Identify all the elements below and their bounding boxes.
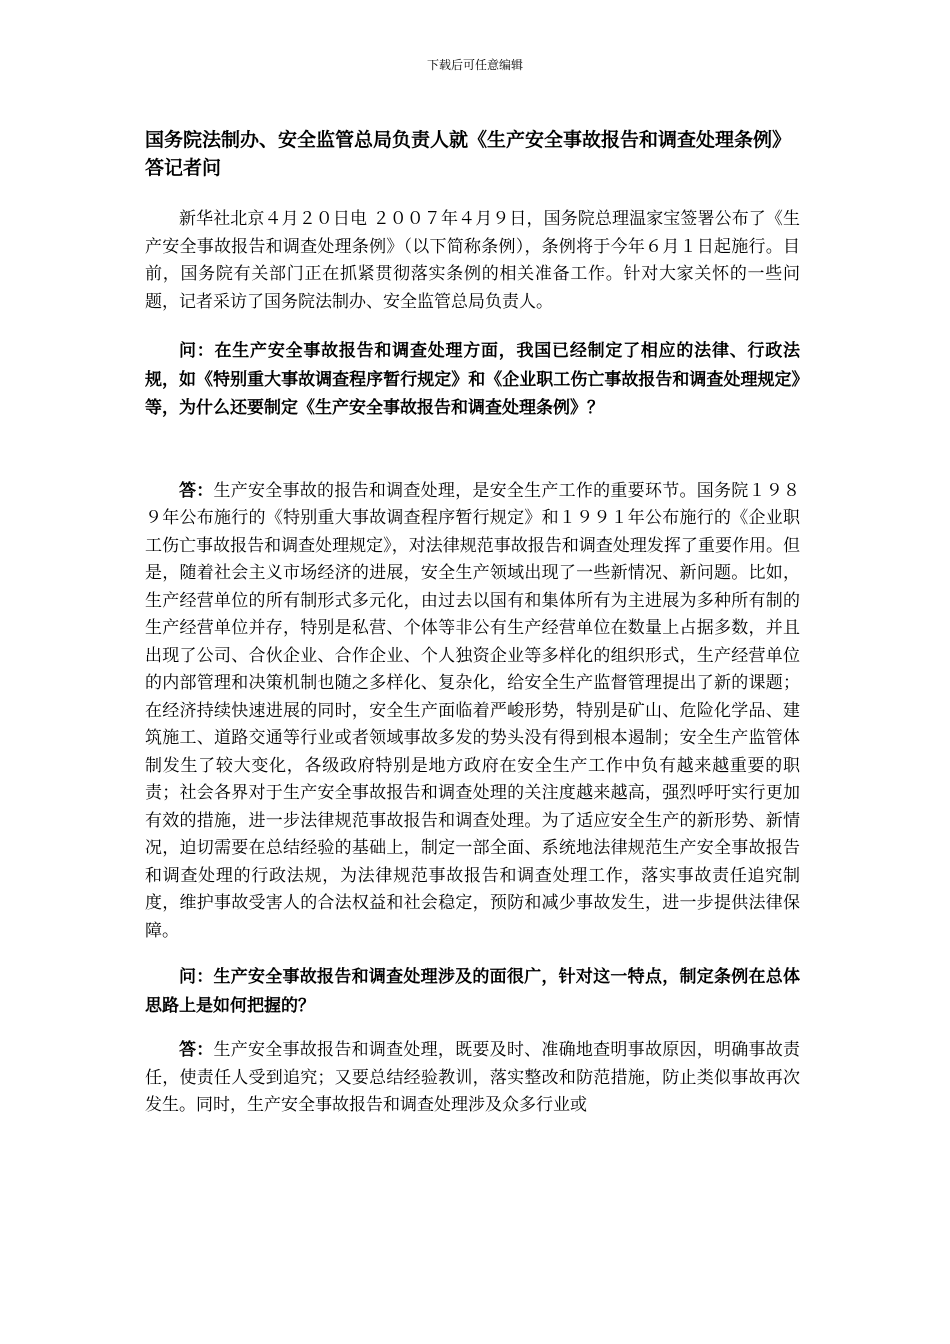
article-title: 国务院法制办、安全监管总局负责人就《生产安全事故报告和调查处理条例》答记者问	[145, 129, 792, 179]
page-header: 下载后可任意编辑	[426, 58, 523, 72]
answer-2	[145, 1037, 800, 1120]
answer-1-text: 生产安全事故的报告和调查处理，是安全生产工作的重要环节。国务院１９８９年公布施行的《特别重大事故调查程序暂行规定》和１９９１年公布施行的《企业职工伤亡事故报告和调查处理规定》，对法律规范事故报告和调查处理发挥了重要作用。但是，随着社会主义市场经济的进展，安全生产领域出现了一些新情况、新问题。比如，生产经营单位的所有制形式多元化，由过去以国有和集体所有为主进展为多种所有制的生产经营单位并存，特别是私营、个体等非公有生产经营单位在数量上占据多数，并且出现了公司、合伙企业、合作企业、个人独资企业等多样化的组织形式，生产经营单位的内部管理和决策机制也随之多样化、复杂化，给安全生产监督管理提出了新的课题；在经济持续快速进展的同时，安全生产面临着严峻形势，特别是矿山、危险化学品、建筑施工、道路交通等行业或者领域事故多发的势头没有得到根本遏制；安全生产监管体制发生了较大变化，各级政府特别是地方政府在安全生产工作中负有越来越重要的职责；社会各界对于生产安全事故报告和调查处理的关注度越来越高，强烈呼吁实行更加有效的措施，进一步法律规范事故报告和调查处理。为了适应安全生产的新形势、新情况，迫切需要在总结经验的基础上，制定一部全面、系统地法律规范生产安全事故报告和调查处理的行政法规，为法律规范事故报告和调查处理工作，落实事故责任追究制度，维护事故受害人的合法权益和社会稳定，预防和减少事故发生，进一步提供法律保障。	[145, 480, 800, 941]
intro-paragraph: 新华社北京４月２０日电 ２００７年４月９日，国务院总理温家宝签署公布了《生产安全事故报告和调查处理条例》（以下简称条例），条例将于今年６月１日起施行。目前，国务院有关部门正在抓紧贯彻落实条例的相关准备工作。针对大家关怀的一些问题，记者采访了国务院法制办、安全监管总局负责人。	[145, 209, 800, 312]
answer-2-label: 答：	[179, 1040, 214, 1060]
question-1: 问：在生产安全事故报告和调查处理方面，我国已经制定了相应的法律、行政法规，如《特别重大事故调查程序暂行规定》和《企业职工伤亡事故报告和调查处理规定》等，为什么还要制定《生产安全事故报告和调查处理条例》？	[145, 341, 800, 418]
question-2: 问：生产安全事故报告和调查处理涉及的面很广，针对这一特点，制定条例在总体思路上是如何把握的？	[145, 967, 800, 1016]
answer-1-label: 答：	[179, 480, 214, 501]
article-body	[145, 126, 800, 1120]
answer-1	[145, 478, 800, 946]
answer-2-text: 生产安全事故报告和调查处理，既要及时、准确地查明事故原因，明确事故责任，使责任人受到追究；又要总结经验教训，落实整改和防范措施，防止类似事故再次发生。同时，生产安全事故报告和调查处理涉及众多行业或	[145, 1040, 800, 1115]
